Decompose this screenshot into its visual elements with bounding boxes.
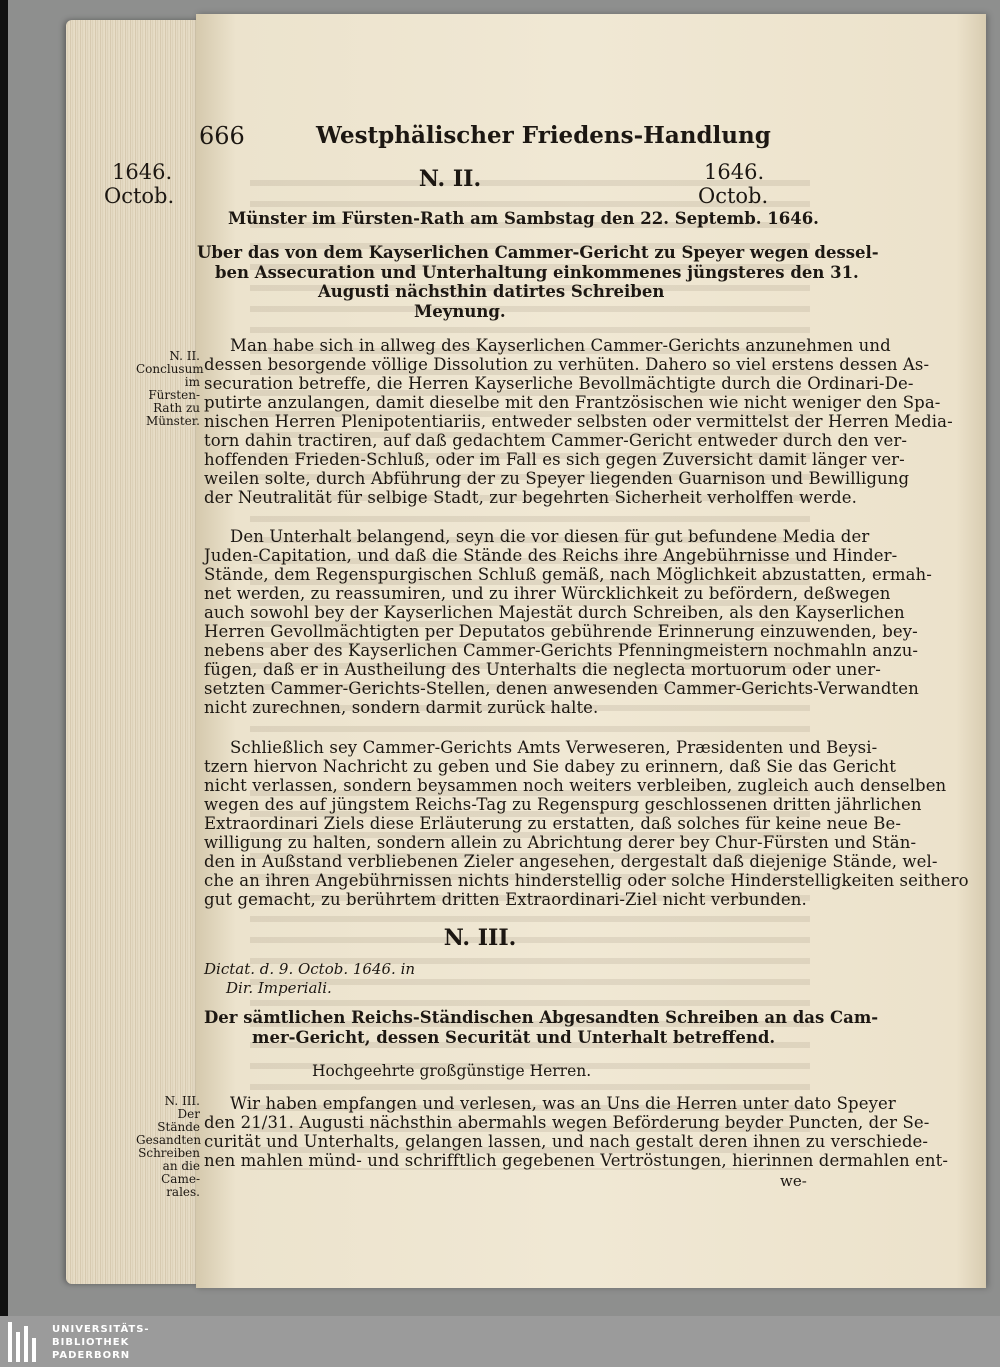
section-ii-heading-line: Augusti nächsthin datirtes Schreiben: [318, 282, 665, 301]
text-line: tzern hiervon Nachricht zu geben und Sie dabey zu erinnern, daß Sie das Gericht: [204, 757, 897, 776]
catchword: we-: [780, 1172, 807, 1190]
year-left: 1646.: [112, 160, 173, 184]
month-left: Octob.: [104, 184, 175, 208]
logo-text-line: PADERBORN: [52, 1350, 131, 1361]
dictat-line: Dir. Imperiali.: [226, 979, 332, 997]
text-line: Stände, dem Regenspurgischen Schluß gemäß, nach Möglichkeit abzustatten, ermah-: [204, 565, 932, 584]
text-line: Wir haben empfangen und verlesen, was an Uns die Herren unter dato Speyer: [230, 1094, 896, 1113]
logo-text-line: BIBLIOTHEK: [52, 1337, 130, 1348]
text-line: setzten Cammer-Gerichts-Stellen, denen anwesenden Cammer-Gerichts-Verwandten: [204, 679, 919, 698]
text-line: den 21/31. Augusti nächsthin abermahls wegen Beförderung beyder Puncten, der Se-: [204, 1113, 930, 1132]
running-title: Westphälischer Friedens-Handlung: [316, 122, 771, 149]
text-line: curität und Unterhalts, gelangen lassen, und nach gestalt deren ihnen zu verschiede-: [204, 1132, 929, 1151]
text-line: securation betreffe, die Herren Kayserliche Bevollmächtigte durch die Ordinari-De-: [204, 374, 914, 393]
text-line: gut gemacht, zu berührtem dritten Extraordinari-Ziel nicht verbunden.: [204, 890, 807, 909]
text-line: auch sowohl bey der Kayserlichen Majestät durch Schreiben, als den Kayserlichen: [204, 603, 905, 622]
text-line: nischen Herren Plenipotentiariis, entweder selbsten oder vermittelst der Herren Media-: [204, 412, 953, 431]
text-line: putirte anzulangen, damit dieselbe mit den Frantzösischen wie nicht weniger den Spa-: [204, 393, 941, 412]
text-line: wegen des auf jüngstem Reichs-Tag zu Regenspurg geschlossenen dritten jährlichen: [204, 795, 922, 814]
section-ii-heading-line: Uber das von dem Kayserlichen Cammer-Gericht zu Speyer wegen dessel-: [197, 243, 879, 262]
text-line: nicht zurechnen, sondern darmit zurück halte.: [204, 698, 599, 717]
section-ii-place-date: Münster im Fürsten-Rath am Sambstag den 22. Septemb. 1646.: [228, 209, 819, 228]
text-line: nen mahlen münd- und schrifftlich gegebenen Vertröstungen, hierinnen dermahlen ent-: [204, 1151, 949, 1170]
text-line: hoffenden Frieden-Schluß, oder im Fall es sich gegen Zuversicht damit länger ver-: [204, 450, 905, 469]
text-line: willigung zu halten, sondern allein zu Abrichtung derer bey Chur-Fürsten und Stän-: [204, 833, 917, 852]
section-iii-number: N. III.: [443, 925, 517, 951]
logo-text-line: UNIVERSITÄTS-: [52, 1324, 150, 1335]
text-line: der Neutralität für selbige Stadt, zur begehrten Sicherheit verholffen werde.: [204, 488, 858, 507]
section-iii-heading-line: mer-Gericht, dessen Securität und Unterhalt betreffend.: [252, 1028, 776, 1047]
section-ii-heading-line: ben Assecuration und Unterhaltung einkommenes jüngsteres den 31.: [215, 263, 859, 282]
month-right: Octob.: [698, 184, 769, 208]
text-line: den in Außstand verbliebenen Zieler angesehen, dergestalt daß diejenige Stände, wel-: [204, 852, 938, 871]
text-line: torn dahin tractiren, auf daß gedachtem Cammer-Gericht entweder durch den ver-: [204, 431, 908, 450]
salutation: Hochgeehrte großgünstige Herren.: [312, 1062, 592, 1080]
text-line: dessen besorgende völlige Dissolution zu verhüten. Dahero so viel erstens dessen As-: [204, 355, 930, 374]
year-right: 1646.: [704, 160, 765, 184]
text-line: nebens aber des Kayserlichen Cammer-Gerichts Pfenningmeistern nochmahln anzu-: [204, 641, 919, 660]
text-line: che an ihren Angebührnissen nichts hinderstellig oder solche Hinderstelligkeiten seithero: [204, 871, 969, 890]
dictat-line: Dictat. d. 9. Octob. 1646. in: [204, 960, 416, 978]
text-line: Schließlich sey Cammer-Gerichts Amts Verweseren, Præsidenten und Beysi-: [230, 738, 878, 757]
text-line: fügen, daß er in Austheilung des Unterhalts die neglecta mortuorum oder uner-: [204, 660, 881, 679]
library-logo-icon: [8, 1322, 38, 1362]
page-number: 666: [199, 122, 245, 150]
text-line: nicht verlassen, sondern beysammen noch weiters verbleiben, zugleich auch denselben: [204, 776, 947, 795]
section-iii-heading-line: Der sämtlichen Reichs-Ständischen Abgesandten Schreiben an das Cam-: [204, 1008, 879, 1027]
text-line: Juden-Capitation, und daß die Stände des Reichs ihre Angebührnisse und Hinder-: [204, 546, 898, 565]
section-ii-heading-line: Meynung.: [414, 302, 506, 321]
section-ii-margin-note: N. II. Conclusum im Fürsten- Rath zu Münster.: [136, 349, 204, 428]
text-line: Den Unterhalt belangend, seyn die vor diesen für gut befundene Media der: [230, 527, 870, 546]
text-line: net werden, zu reassumiren, und zu ihrer Würcklichkeit zu befördern, deßwegen: [204, 584, 891, 603]
text-line: Herren Gevollmächtigten per Deputatos gebührende Erinnerung einzuwenden, bey-: [204, 622, 918, 641]
scan-edge: [0, 0, 8, 1316]
library-footer: [0, 1316, 1000, 1367]
text-line: Extraordinari Ziels diese Erläuterung zu erstatten, daß solches für keine neue Be-: [204, 814, 902, 833]
section-iii-margin-note: N. III. Der Stände Gesandten Schreiben an die Came- rales.: [136, 1094, 202, 1199]
text-line: weilen solte, durch Abführung der zu Speyer liegenden Guarnison und Bewilligung: [204, 469, 910, 488]
section-ii-number: N. II.: [418, 166, 482, 192]
text-line: Man habe sich in allweg des Kayserlichen Cammer-Gerichts anzunehmen und: [230, 336, 891, 355]
